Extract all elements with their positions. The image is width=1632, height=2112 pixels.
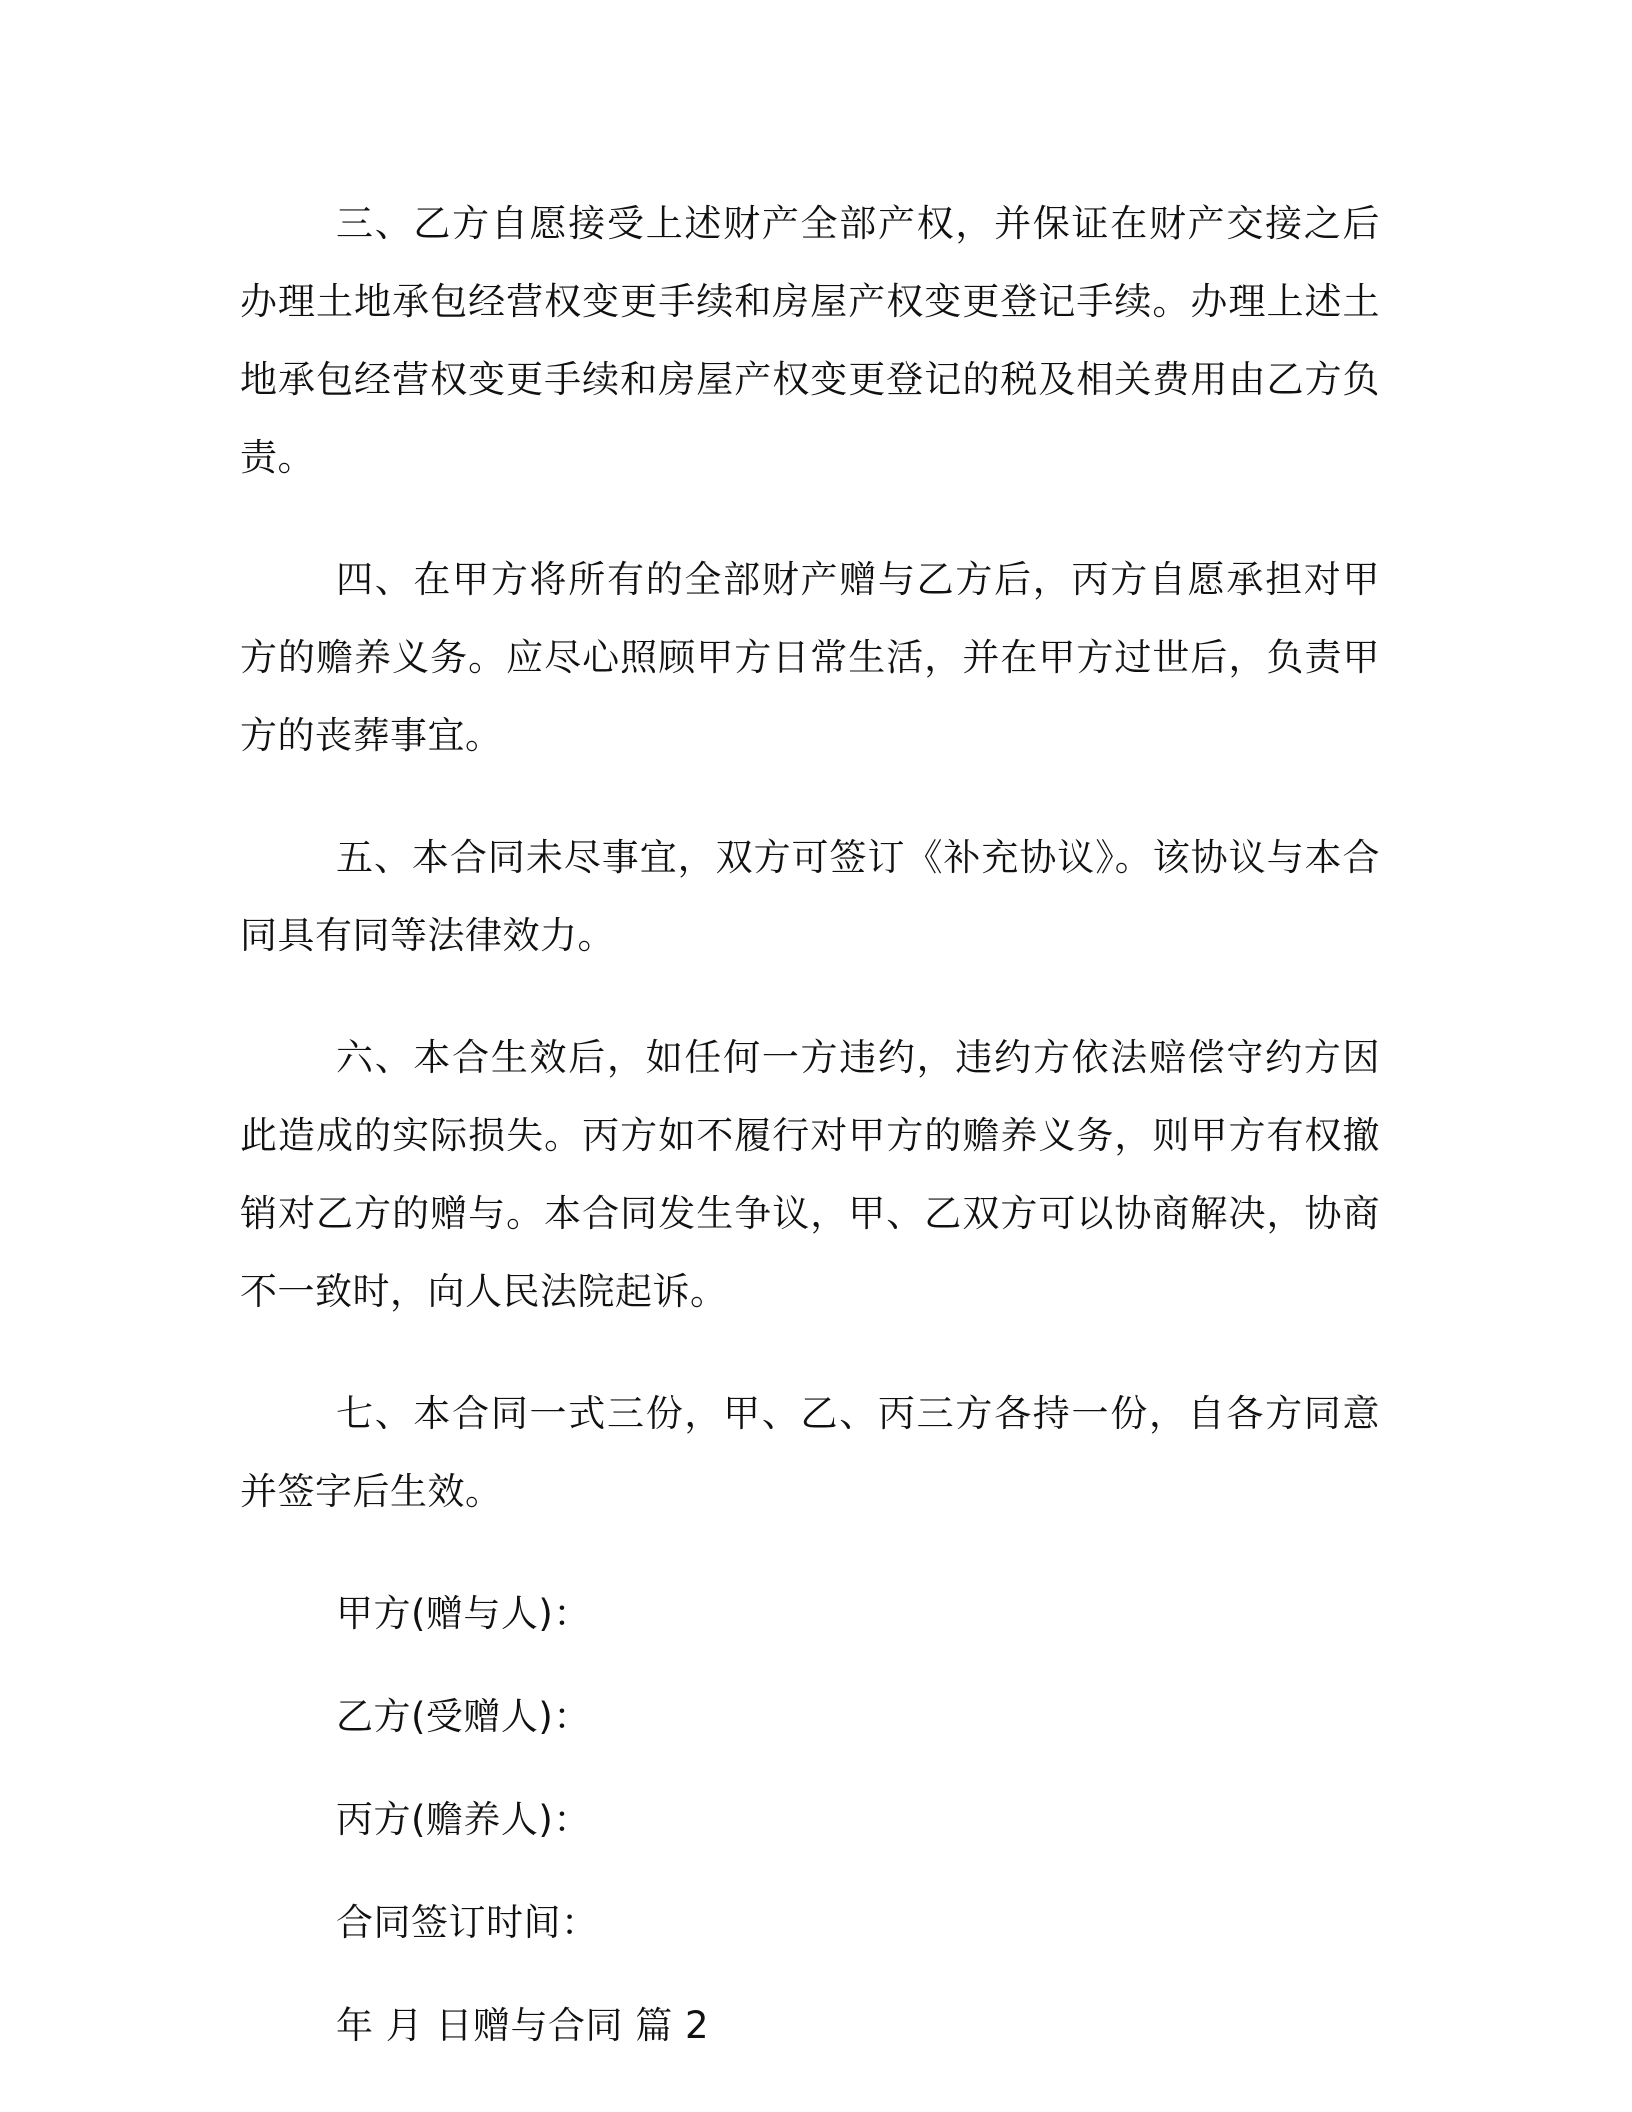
- clause-6: 六、本合生效后，如任何一方违约，违约方依法赔偿守约方因此造成的实际损失。丙方如不履行对甲方的赡养义务，则甲方有权撤销对乙方的赠与。本合同发生争议，甲、乙双方可以协商解决，协商不一致时，向人民法院起诉。: [240, 1036, 1380, 1313]
- date-and-section-heading: 年 月 日赠与合同 篇 2: [336, 2004, 710, 2047]
- clause-7: 七、本合同一式三份，甲、乙、丙三方各持一份，自各方同意并签字后生效。: [240, 1392, 1380, 1513]
- clause-4: 四、在甲方将所有的全部财产赠与乙方后，丙方自愿承担对甲方的赡养义务。应尽心照顾甲方日常生活，并在甲方过世后，负责甲方的丧葬事宜。: [240, 558, 1380, 757]
- party-b-signature-line: 乙方(受赠人)：: [336, 1695, 591, 1738]
- clause-3: 三、乙方自愿接受上述财产全部产权，并保证在财产交接之后办理土地承包经营权变更手续和房屋产权变更登记手续。办理上述土地承包经营权变更手续和房屋产权变更登记的税及相关费用由乙方负责。: [240, 202, 1380, 479]
- party-c-signature-line: 丙方(赡养人)：: [336, 1798, 591, 1841]
- document-body: [240, 185, 1380, 2090]
- signing-date-label: 合同签订时间：: [336, 1901, 599, 1944]
- clause-5: 五、本合同未尽事宜，双方可签订《补充协议》。该协议与本合同具有同等法律效力。: [240, 836, 1380, 957]
- party-a-signature-line: 甲方(赠与人)：: [336, 1592, 591, 1635]
